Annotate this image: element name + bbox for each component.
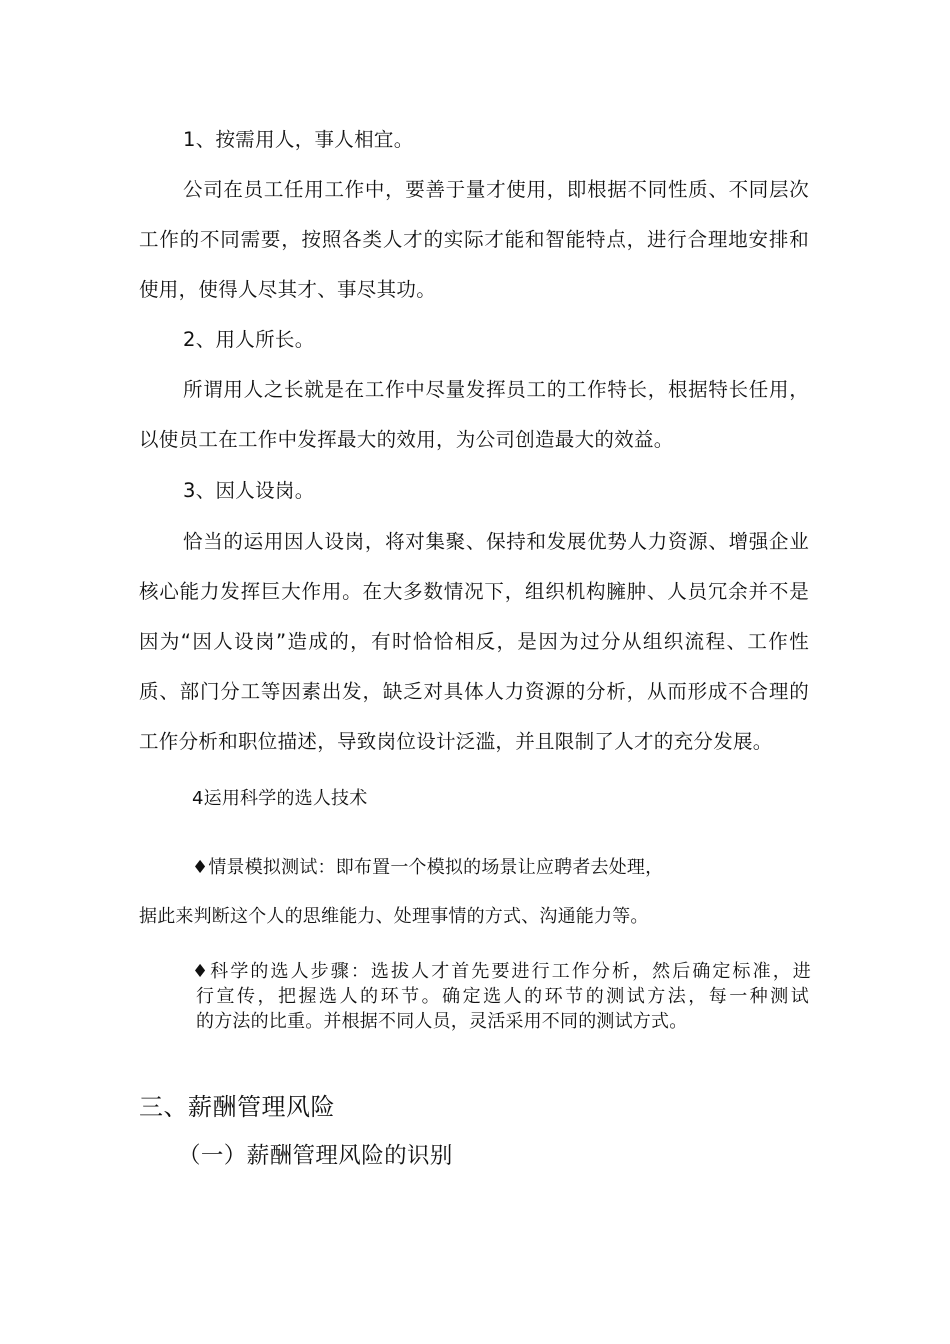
section-heading: 三、薪酬管理风险 [139,1093,335,1121]
item3-paragraph-line4: 质、部门分工等因素出发，缺乏对具体人力资源的分析，从而形成不合理的 [139,680,809,703]
item1-paragraph-line2: 工作的不同需要，按照各类人才的实际才能和智能特点，进行合理地安排和 [139,228,809,251]
item1-paragraph-line3: 使用，使得人尽其才、事尽其功。 [139,278,437,301]
item2-paragraph-line2: 以使员工在工作中发挥最大的效用，为公司创造最大的效益。 [139,428,674,451]
bullet2-line3: 的方法的比重。并根据不同人员，灵活采用不同的测试方式。 [196,1011,688,1032]
item4-title: 4运用科学的选人技术 [192,788,368,809]
item1-title: 1、按需用人，事人相宜。 [183,128,414,151]
item3-paragraph-line5: 工作分析和职位描述，导致岗位设计泛滥，并且限制了人才的充分发展。 [139,730,773,753]
item1-paragraph-line1: 公司在员工任用工作中，要善于量才使用，即根据不同性质、不同层次 [183,178,809,201]
item3-paragraph-line3: 因为“因人设岗”造成的，有时恰恰相反，是因为过分从组织流程、工作性 [139,630,809,653]
item3-paragraph-line1: 恰当的运用因人设岗，将对集聚、保持和发展优势人力资源、增强企业 [183,530,809,553]
bullet1-line2: 据此来判断这个人的思维能力、处理事情的方式、沟通能力等。 [139,906,649,927]
item2-paragraph-line1: 所谓用人之长就是在工作中尽量发挥员工的工作特长，根据特长任用， [183,378,809,401]
bullet2-line1: ♦科学的选人步骤：选拔人才首先要进行工作分析，然后确定标准，进 [192,961,811,982]
bullet1-line1: ♦情景模拟测试：即布置一个模拟的场景让应聘者去处理， [192,857,664,878]
bullet2-line2: 行宣传，把握选人的环节。确定选人的环节的测试方法，每一种测试 [196,986,809,1007]
item3-paragraph-line2: 核心能力发挥巨大作用。在大多数情况下，组织机构臃肿、人员冗余并不是 [139,580,809,603]
item2-title: 2、用人所长。 [183,328,315,351]
section-subheading: （一）薪酬管理风险的识别 [178,1143,453,1169]
item3-title: 3、因人设岗。 [183,479,315,502]
